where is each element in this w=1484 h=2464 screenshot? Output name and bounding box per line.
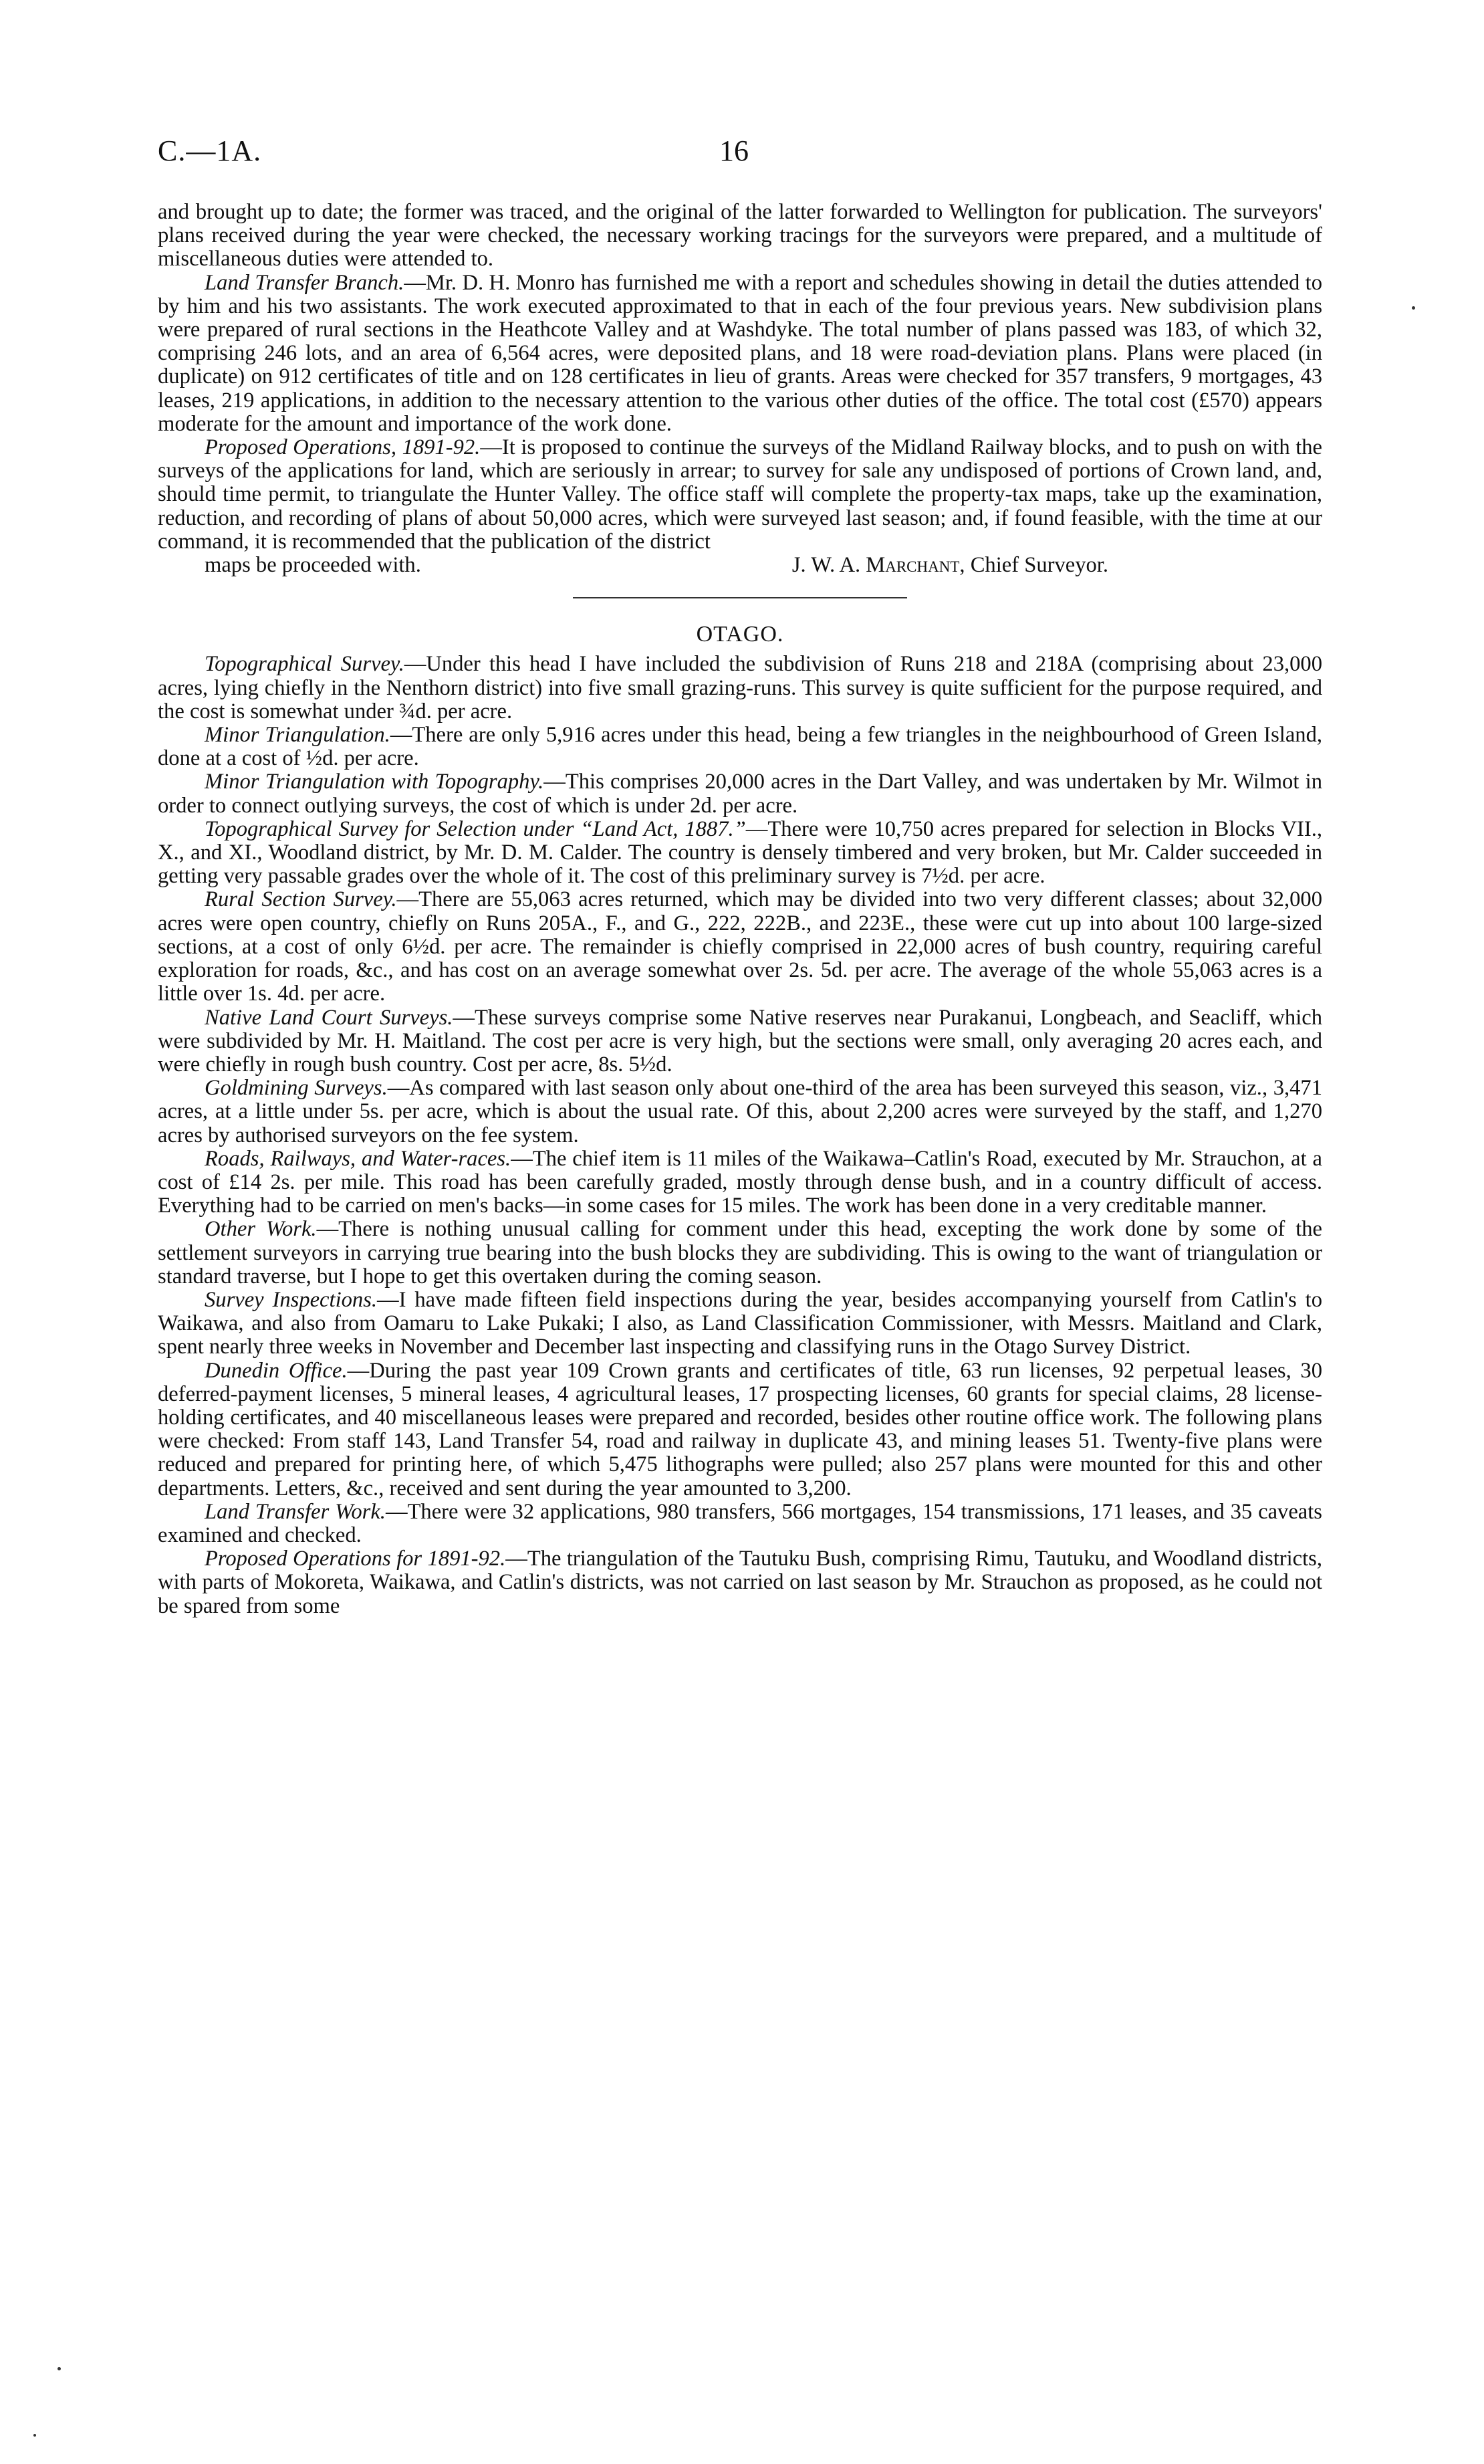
- paragraph-text: —It is proposed to continue the surveys of the Midland Railway blocks, and to push on with the surveys of the applications for land, which are seriously in arrear; to survey for sale any undisposed of portions of Crown land, and, should time permit, to triangulate the Hunter Valley. The office staff will complete the property-tax maps, take up the examination, reduction, and recording of plans of about 50,000 acres, which were surveyed last season; and, if found feasible, with the time at our command, it is recommended that the publication of the district: [158, 435, 1322, 554]
- paragraph-text: —There are 55,063 acres returned, which may be divided into two very different classes; about 32,000 acres were open country, chiefly on Runs 205A., F., and G., 222, 222B., and 223E., these were cut up into about 100 large-sized sections, at a cost of only 6½d. per acre. The remainder is chiefly comprised in 22,000 acres of bush country, requiring careful exploration for roads, &c., and has cost on an average somewhat over 2s. 5d. per acre. The average of the whole 55,063 acres is a little over 1s. 4d. per acre.: [158, 887, 1322, 1006]
- document-reference: C.—1A.: [158, 134, 262, 167]
- paragraph-heading: Land Transfer Work.: [205, 1499, 386, 1524]
- proposed-operations-paragraph: [158, 436, 1322, 554]
- signature: [745, 554, 1322, 577]
- paragraph-heading: Native Land Court Surveys.: [205, 1005, 453, 1030]
- paragraph-text: —There is nothing unusual calling for comment under this head, excepting the work done by some of the settlement surveyors in carrying true bearing into the bush blocks they are subdividing. This is owing to the want of triangulation or standard traverse, but I hope to get this overtaken during the coming season.: [158, 1217, 1322, 1289]
- paragraph-text: —Mr. D. H. Monro has furnished me with a report and schedules showing in detail the duties attended to by him and his two assistants. The work executed approximated to that in each of the four previous years. New subdivision plans were prepared of rural sections in the Heathcote Valley and at Washdyke. The total number of plans passed was 183, of which 32, comprising 246 lots, and an area of 6,564 acres, were deposited plans, and 18 were road-deviation plans. Plans were placed (in duplicate) on 912 certificates of title and on 128 certificates in lieu of grants. Areas were checked for 357 transfers, 9 mortgages, 43 leases, 219 applications, in addition to the necessary attention to the various other duties of the office. The total cost (£570) appears moderate for the amount and importance of the work done.: [158, 270, 1322, 436]
- paragraph-text: —Under this head I have included the subdivision of Runs 218 and 218A (comprising about 23,000 acres, lying chiefly in the Nenthorn district) into five small grazing-runs. This survey is quite sufficient for the purpose required, and the cost is somewhat under ¾d. per acre.: [158, 652, 1323, 723]
- signature-title: , Chief Surveyor.: [959, 553, 1108, 578]
- paragraph-heading: Land Transfer Branch.: [205, 270, 404, 295]
- paragraph-heading: Other Work.: [205, 1217, 317, 1242]
- otago-paragraph: [158, 1359, 1322, 1500]
- otago-paragraph: [158, 818, 1322, 889]
- paragraph-heading: Dunedin Office.: [205, 1358, 348, 1383]
- signature-line: [158, 554, 1322, 577]
- paragraph-heading: Topographical Survey.: [205, 652, 404, 677]
- closing-text: maps be proceeded with.: [205, 553, 421, 578]
- paragraph-heading: Roads, Railways, and Water-races.: [205, 1146, 511, 1171]
- paragraph-heading: Minor Triangulation with Topography.: [205, 770, 544, 794]
- otago-paragraph: [158, 1147, 1322, 1218]
- scan-speck: [1412, 306, 1415, 310]
- otago-paragraph: [158, 1500, 1322, 1547]
- paragraph-heading: Survey Inspections.: [205, 1287, 378, 1312]
- otago-paragraph: [158, 770, 1322, 817]
- section-divider: [573, 597, 907, 598]
- paragraph-text: —This comprises 20,000 acres in the Dart Valley, and was undertaken by Mr. Wilmot in order to connect outlying surveys, the cost of which is under 2d. per acre.: [158, 770, 1322, 818]
- paragraph-text: —These surveys comprise some Native reserves near Purakanui, Longbeach, and Seacliff, which were subdivided by Mr. H. Maitland. The cost per acre is very high, but the sections were small, only averaging 20 acres each, and were chiefly in rough bush country. Cost per acre, 8s. 5½d.: [158, 1005, 1322, 1077]
- otago-paragraph: [158, 1218, 1322, 1289]
- otago-paragraph: [158, 1077, 1322, 1147]
- otago-paragraph: [158, 1006, 1322, 1077]
- otago-paragraph: [158, 723, 1322, 770]
- signature-name: J. W. A. Marchant: [791, 553, 960, 578]
- paragraph-text: —The chief item is 11 miles of the Waikawa–Catlin's Road, executed by Mr. Strauchon, at a cost of £14 2s. per mile. This road has been carefully graded, mostly through dense bush, and in a country difficult of access. Everything had to be carried on men's backs—in some cases for 15 miles. The work has been done in a very creditable manner.: [158, 1146, 1322, 1218]
- paragraph-heading: Proposed Operations for 1891-92.: [205, 1547, 506, 1571]
- land-transfer-branch-paragraph: [158, 271, 1322, 436]
- otago-paragraph: [158, 1289, 1322, 1359]
- paragraph-text: —There are only 5,916 acres under this head, being a few triangles in the neighbourhood of Green Island, done at a cost of ½d. per acre.: [158, 723, 1323, 771]
- paragraph-text: —As compared with last season only about one-third of the area has been surveyed this season, viz., 3,471 acres, at a little under 5s. per acre, which is about the usual rate. Of this, about 2,200 acres were surveyed by the staff, and 1,270 acres by authorised surveyors on the fee system.: [158, 1076, 1322, 1147]
- section-title-otago: OTAGO.: [696, 622, 784, 647]
- paragraph-heading: Goldmining Surveys.: [205, 1076, 388, 1101]
- otago-paragraphs: [158, 653, 1322, 1617]
- page-body: [158, 201, 1322, 1618]
- canterbury-intro-paragraph: and brought up to date; the former was traced, and the original of the latter forwarded to Wellington for publication. The surveyors' plans received during the year were checked, the necessary working tracings for the surveyors were prepared, and a multitude of miscellaneous duties were attended to.: [158, 200, 1322, 271]
- page-header: [158, 134, 1322, 174]
- otago-paragraph: [158, 1547, 1322, 1618]
- paragraph-heading: Minor Triangulation.: [205, 723, 390, 748]
- otago-paragraph: [158, 888, 1322, 1006]
- paragraph-heading: Proposed Operations, 1891-92.: [205, 435, 481, 460]
- paragraph-heading: Rural Section Survey.: [205, 887, 397, 912]
- paragraph-text: —There were 32 applications, 980 transfers, 566 mortgages, 154 transmissions, 171 leases, and 35 caveats examined and checked.: [158, 1499, 1322, 1547]
- scan-speck: [57, 2367, 61, 2370]
- paragraph-text: —During the past year 109 Crown grants and certificates of title, 63 run licenses, 92 perpetual leases, 30 deferred-payment licenses, 5 mineral leases, 4 agricultural leases, 17 prospecting licenses, 60 grants for special claims, 28 license-holding certificates, and 40 miscellaneous leases were prepared and recorded, besides other routine office work. The following plans were checked: From staff 143, Land Transfer 54, road and railway in duplicate 43, and mining leases 51. Twenty-five plans were reduced and prepared for printing here, of which 5,475 lithographs were pulled; also 257 plans were mounted for this and other departments. Letters, &c., received and sent during the year amounted to 3,200.: [158, 1358, 1322, 1500]
- paragraph-text: —The triangulation of the Tautuku Bush, comprising Rimu, Tautuku, and Woodland districts, with parts of Mokoreta, Waikawa, and Catlin's districts, was not carried on last season by Mr. Strauchon as proposed, as he could not be spared from some: [158, 1547, 1322, 1618]
- otago-paragraph: [158, 653, 1322, 723]
- paragraph-text: —I have made fifteen field inspections during the year, besides accompanying yourself from Catlin's to Waikawa, and also from Oamaru to Lake Pukaki; I also, as Land Classification Commissioner, with Messrs. Maitland and Clark, spent nearly three weeks in November and December last inspecting and classifying runs in the Otago Survey District.: [158, 1287, 1323, 1359]
- paragraph-text: —There were 10,750 acres prepared for selection in Blocks VII., X., and XI., Woodland district, by Mr. D. M. Calder. The country is densely timbered and very broken, but Mr. Calder succeeded in getting very passable grades over the whole of it. The cost of this preliminary survey is 7½d. per acre.: [158, 816, 1323, 889]
- page-number: 16: [719, 134, 749, 167]
- scan-speck: [33, 2434, 36, 2437]
- paragraph-heading: Topographical Survey for Selection under “Land Act, 1887.”: [205, 816, 746, 841]
